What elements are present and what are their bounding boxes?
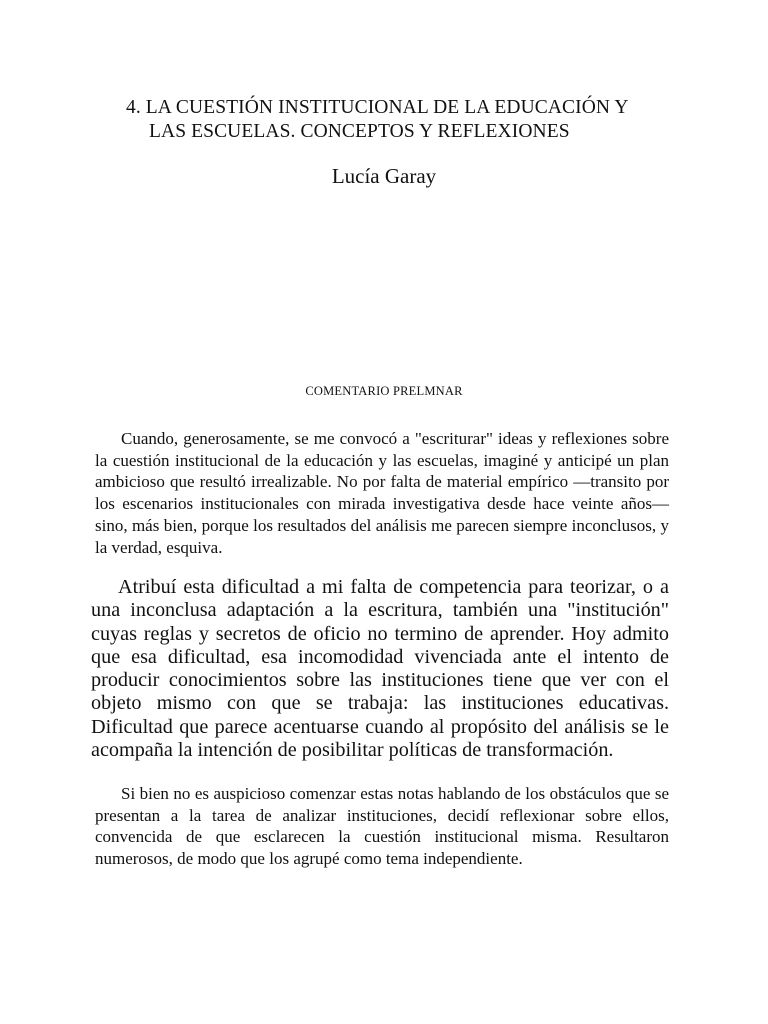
body-paragraph-3: Si bien no es auspicioso comenzar estas notas hablando de los obstáculos que se presentan a la tarea de analizar instituciones, decidí reflexionar sobre ellos, convencida de que esclarecen la cuestión institucional misma. Resultaron numerosos, de modo que los agrupé como tema independiente. [95,784,669,869]
body-paragraph-1: Cuando, generosamente, se me convocó a "escriturar" ideas y reflexiones sobre la cuestión institucional de la educación y las escuelas, imaginé y anticipé un plan ambicioso que resultó irrealizable. No por falta de material empírico —transito por los escenarios institucionales con mirada investigativa desde hace veinte años— sino, más bien, porque los resultados del análisis me parecen siempre inconclusos, y la verdad, esquiva. [95,429,669,557]
chapter-title-line-2: LAS ESCUELAS. CONCEPTOS Y REFLEXIONES [149,121,570,142]
section-heading: COMENTARIO PRELMNAR [305,384,463,398]
chapter-title [0,96,768,144]
body-paragraph-2: Atribuí esta dificultad a mi falta de competencia para teorizar, o a una inconclusa adaptación a la escritura, también una "institución" cuyas reglas y secretos de oficio no termino de aprender. Hoy admito que esa dificultad, esa incomodidad vivenciada ante el intento de producir conocimientos sobre las instituciones tiene que ver con el objeto mismo con que se trabaja: las instituciones educativas. Dificultad que parece acentuarse cuando al propósito del análisis se le acompaña la intención de posibilitar políticas de transformación. [91,576,669,762]
author-name: Lucía Garay [331,164,437,188]
chapter-title-line-1: 4. LA CUESTIÓN INSTITUCIONAL DE LA EDUCACIÓN Y [126,97,629,118]
